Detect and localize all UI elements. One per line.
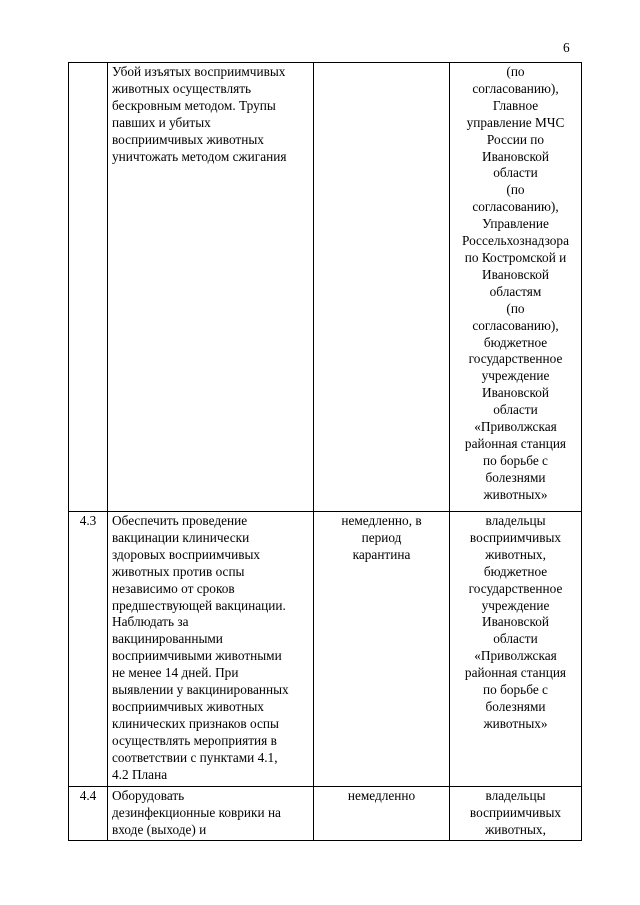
action-line: клинических признаков оспы (112, 715, 279, 731)
responsible-line: согласованию), (472, 80, 559, 96)
responsible-line: области (493, 402, 538, 418)
responsible-line: (по (506, 300, 525, 316)
action-line: не менее 14 дней. При (112, 665, 239, 681)
responsible-line: восприимчивых (469, 804, 562, 820)
action-line: бескровным методом. Трупы (112, 97, 276, 113)
responsible-line: животных» (483, 486, 548, 502)
action-line: соответствии с пунктами 4.1, (112, 749, 278, 765)
responsible-line: Ивановской (481, 614, 550, 630)
responsible-line: владельцы (485, 788, 546, 803)
row-number-cell: 4.4 (69, 787, 108, 841)
responsible-line: государственное (468, 351, 563, 367)
action-line: дезинфекционные коврики на (112, 804, 281, 820)
action-line: входе (выходе) и (112, 821, 207, 837)
responsible-cell (450, 63, 582, 512)
row-number-cell (69, 63, 108, 512)
responsible-line: Ивановской (481, 148, 550, 164)
action-cell (108, 63, 314, 512)
responsible-line: по борьбе с (483, 682, 548, 698)
responsible-cell (450, 787, 582, 841)
term-cell (314, 63, 450, 512)
action-line: животных против оспы (112, 563, 245, 579)
action-line: Оборудовать (112, 788, 185, 803)
responsible-line: России по (486, 131, 545, 147)
term-line: немедленно (347, 788, 416, 803)
action-line: 4.2 Плана (112, 766, 168, 782)
responsible-line: управление МЧС (466, 114, 565, 130)
action-cell (108, 512, 314, 787)
action-line: Обеспечить проведение (112, 513, 248, 528)
responsible-line: областям (489, 283, 542, 299)
responsible-line: по борьбе с (483, 452, 548, 468)
responsible-line: согласованию), (472, 317, 559, 333)
responsible-line: (по (506, 64, 525, 79)
responsible-line: области (493, 631, 538, 647)
responsible-line: бюджетное (483, 334, 548, 350)
responsible-line: районная станция (464, 435, 567, 451)
responsible-cell (450, 512, 582, 787)
action-line: павших и убитых (112, 114, 211, 130)
responsible-line: Россельхознадзора (462, 233, 569, 249)
row-number-cell: 4.3 (69, 512, 108, 787)
responsible-line: учреждение (481, 368, 550, 384)
responsible-line: владельцы (485, 513, 546, 528)
responsible-line: Ивановской (481, 266, 550, 282)
action-line: восприимчивыми животными (112, 648, 282, 664)
responsible-line: животных» (483, 715, 548, 731)
table-row (69, 512, 582, 787)
responsible-line: восприимчивых (469, 529, 562, 545)
responsible-line: бюджетное (483, 563, 548, 579)
responsible-line: (по (506, 182, 525, 198)
responsible-line: «Приволжская (474, 419, 557, 435)
action-line: восприимчивых животных (112, 131, 264, 147)
responsible-line: Управление (482, 216, 549, 232)
responsible-line: болезнями (485, 469, 546, 485)
responsible-line: учреждение (481, 597, 550, 613)
table-row (69, 63, 582, 512)
responsible-line: животных, (485, 821, 546, 837)
term-line: период (361, 529, 402, 545)
action-line: вакцинации клинически (112, 529, 250, 545)
action-line: вакцинированными (112, 631, 223, 647)
term-cell (314, 787, 450, 841)
table-row (69, 787, 582, 841)
action-line: выявлении у вакцинированных (112, 682, 289, 698)
term-line: карантина (352, 546, 411, 562)
responsible-line: животных, (485, 546, 546, 562)
action-line: Наблюдать за (112, 614, 189, 630)
responsible-line: области (493, 165, 538, 181)
action-line: предшествующей вакцинации. (112, 597, 286, 613)
term-line: немедленно, в (341, 513, 422, 528)
plan-table (68, 62, 582, 841)
responsible-line: болезнями (485, 698, 546, 714)
page-number: 6 (563, 40, 570, 55)
responsible-line: согласованию), (472, 199, 559, 215)
action-line: уничтожать методом сжигания (112, 148, 287, 164)
responsible-line: Главное (492, 97, 539, 113)
responsible-line: Ивановской (481, 385, 550, 401)
action-line: здоровых восприимчивых (112, 546, 261, 562)
term-cell (314, 512, 450, 787)
action-line: животных осуществлять (112, 80, 252, 96)
action-cell (108, 787, 314, 841)
responsible-line: государственное (468, 580, 563, 596)
responsible-line: по Костромской и (464, 249, 567, 265)
action-line: осуществлять мероприятия в (112, 732, 277, 748)
action-line: независимо от сроков (112, 580, 235, 596)
action-line: Убой изъятых восприимчивых (112, 64, 286, 79)
responsible-line: районная станция (464, 665, 567, 681)
action-line: восприимчивых животных (112, 698, 264, 714)
responsible-line: «Приволжская (474, 648, 557, 664)
